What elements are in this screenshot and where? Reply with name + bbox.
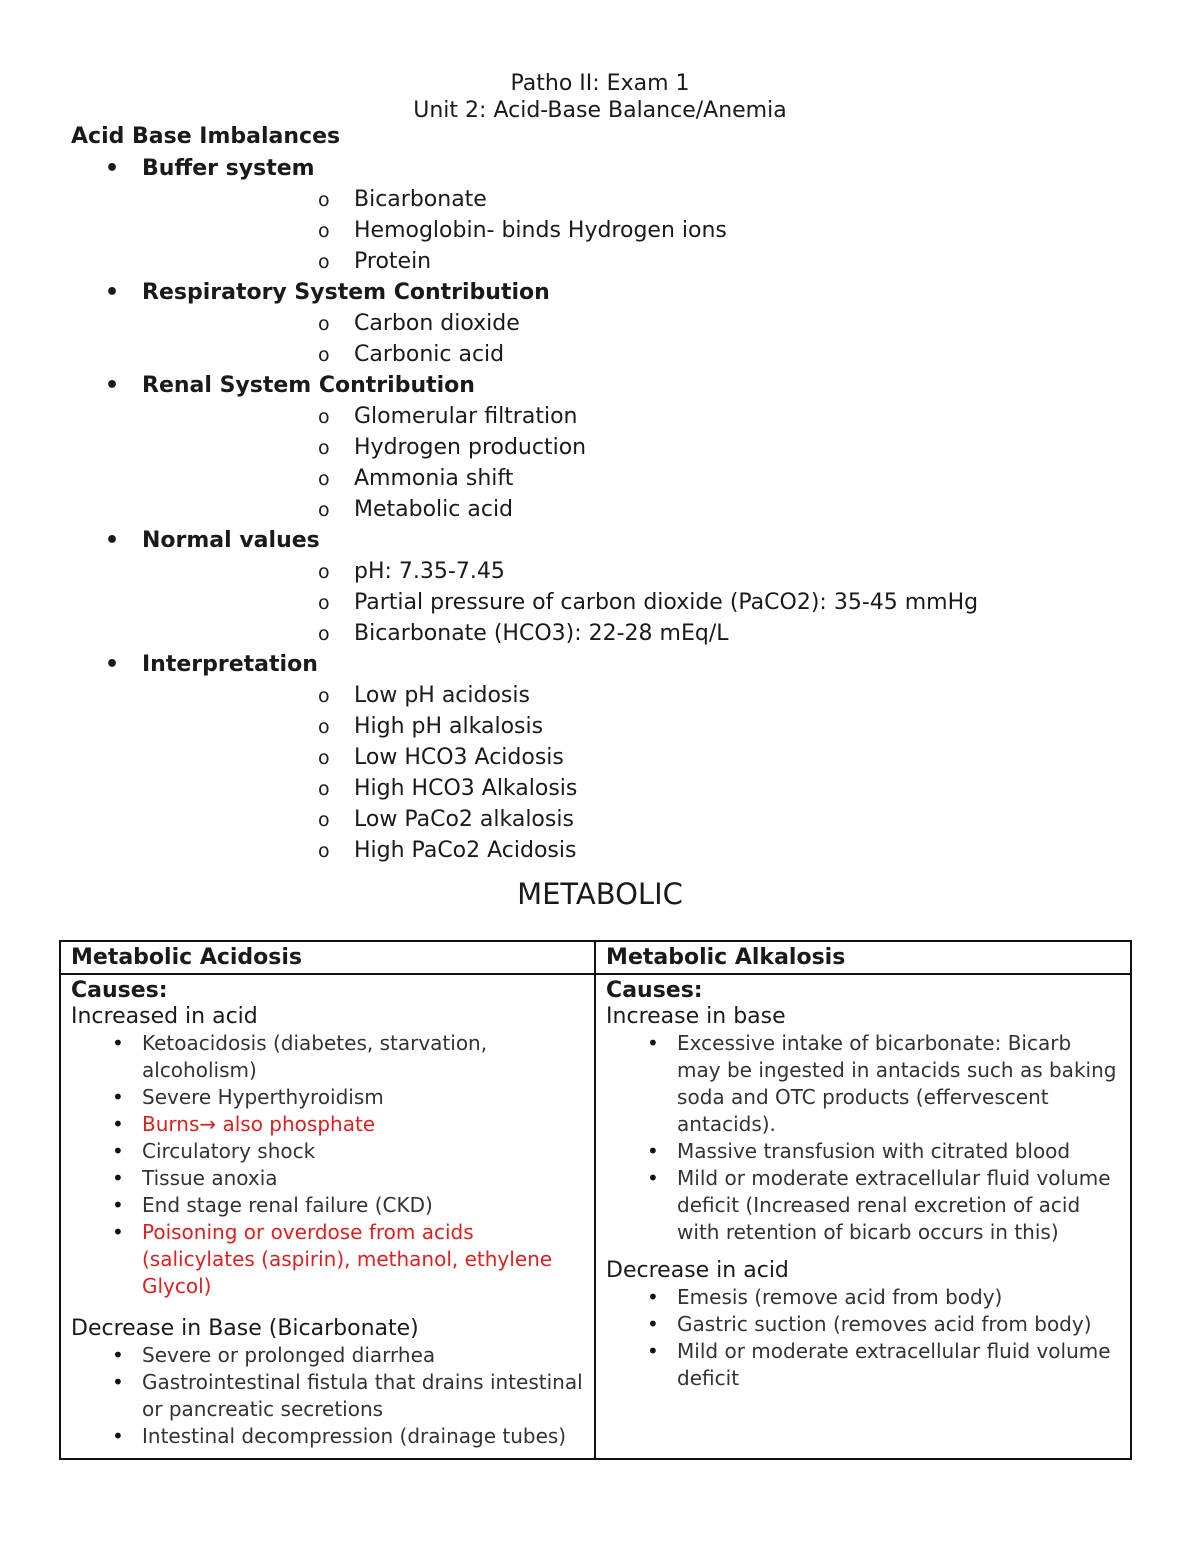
outline-item [0,370,978,525]
outline-subitem [142,773,978,804]
circle-bullet-icon: o [318,716,330,738]
list-item [606,1165,1120,1246]
bullet-icon: • [647,1031,659,1055]
list-item-text: Gastrointestinal fistula that drains intestinal or pancreatic secretions [142,1370,583,1421]
alkalosis-causes-label: Causes: [606,978,703,1003]
outline-item [0,525,978,649]
list-item [71,1030,584,1084]
outline-subitem-label: Bicarbonate [354,187,487,212]
outline-subitem-label: Partial pressure of carbon dioxide (PaCO2): 35-45 mmHg [354,590,979,615]
bullet-icon: • [105,280,120,305]
bullet-icon: • [112,1139,124,1163]
outline-item-label: Renal System Contribution [142,373,475,398]
outline-sublist [142,556,978,649]
outline-subitem-label: Protein [354,249,432,274]
circle-bullet-icon: o [318,623,330,645]
list-item [71,1342,584,1369]
alkalosis-group2-title: Decrease in acid [606,1258,789,1283]
circle-bullet-icon: o [318,251,330,273]
list-item [71,1369,584,1423]
list-item-text: Severe or prolonged diarrhea [142,1343,436,1367]
acidosis-group2-title: Decrease in Base (Bicarbonate) [71,1316,419,1341]
outline-subitem [142,339,978,370]
list-item-text: Mild or moderate extracellular fluid volume deficit [677,1339,1111,1390]
acidosis-causes-label: Causes: [71,978,168,1003]
list-item-text: Intestinal decompression (drainage tubes) [142,1424,567,1448]
metabolic-table [59,940,1132,1460]
bullet-icon: • [105,652,120,677]
outline-subitem [142,184,978,215]
outline-subitem-label: Metabolic acid [354,497,514,522]
outline-item-label: Buffer system [142,156,315,181]
outline-sublist [142,680,978,866]
circle-bullet-icon: o [318,220,330,242]
outline-subitem [142,308,978,339]
outline-subitem [142,432,978,463]
table-body-row [60,974,1131,1459]
outline-subitem-label: Low PaCo2 alkalosis [354,807,574,832]
outline-item-label: Interpretation [142,652,318,677]
acidosis-group1-list [71,1030,584,1300]
bullet-icon: • [112,1220,124,1244]
circle-bullet-icon: o [318,499,330,521]
outline-item-label: Respiratory System Contribution [142,280,550,305]
document-subtitle: Unit 2: Acid-Base Balance/Anemia [413,98,787,123]
outline-list [0,153,978,866]
list-item-text: Mild or moderate extracellular fluid volume deficit (Increased renal excretion of acid with retention of bicarb occurs in this) [677,1166,1111,1244]
outline-sublist [142,308,978,370]
circle-bullet-icon: o [318,840,330,862]
outline-subitem-label: Ammonia shift [354,466,514,491]
outline-subitem-label: Carbonic acid [354,342,505,367]
circle-bullet-icon: o [318,809,330,831]
outline-subitem [142,215,978,246]
outline-subitem [142,556,978,587]
outline-subitem [142,587,978,618]
outline-subitem [142,463,978,494]
list-item [606,1030,1120,1138]
list-item-text: Massive transfusion with citrated blood [677,1139,1071,1163]
circle-bullet-icon: o [318,747,330,769]
outline-item-label: Normal values [142,528,320,553]
outline-subitem [142,494,978,525]
bullet-icon: • [647,1339,659,1363]
outline-subitem-label: High HCO3 Alkalosis [354,776,578,801]
acidosis-header: Metabolic Acidosis [60,941,595,974]
list-item-text: Gastric suction (removes acid from body) [677,1312,1092,1336]
outline-subitem-label: High pH alkalosis [354,714,544,739]
circle-bullet-icon: o [318,313,330,335]
outline-subitem-label: Carbon dioxide [354,311,520,336]
circle-bullet-icon: o [318,344,330,366]
outline-item [0,649,978,866]
outline-subitem [142,401,978,432]
outline-subitem [142,835,978,866]
bullet-icon: • [112,1424,124,1448]
circle-bullet-icon: o [318,406,330,428]
list-item-text: Circulatory shock [142,1139,316,1163]
alkalosis-group1-list [606,1030,1120,1246]
bullet-icon: • [105,373,120,398]
outline-item [0,153,978,277]
list-item [71,1192,584,1219]
outline-subitem-label: Hydrogen production [354,435,587,460]
circle-bullet-icon: o [318,437,330,459]
document-title: Patho II: Exam 1 [510,71,690,96]
circle-bullet-icon: o [318,189,330,211]
list-item [71,1084,584,1111]
list-item-text: Tissue anoxia [142,1166,278,1190]
bullet-icon: • [105,156,120,181]
outline-subitem-label: Hemoglobin- binds Hydrogen ions [354,218,727,243]
bullet-icon: • [647,1139,659,1163]
circle-bullet-icon: o [318,592,330,614]
bullet-icon: • [112,1166,124,1190]
table-header-row [60,941,1131,974]
bullet-icon: • [112,1031,124,1055]
list-item-text: Poisoning or overdose from acids (salicylates (aspirin), methanol, ethylene Glycol) [142,1220,553,1298]
outline-subitem [142,680,978,711]
list-item-text: Emesis (remove acid from body) [677,1285,1003,1309]
bullet-icon: • [647,1166,659,1190]
circle-bullet-icon: o [318,685,330,707]
outline-subitem [142,742,978,773]
bullet-icon: • [105,528,120,553]
bullet-icon: • [112,1193,124,1217]
acidosis-group1-title: Increased in acid [71,1004,258,1029]
bullet-icon: • [647,1285,659,1309]
alkalosis-group2-list [606,1284,1120,1392]
outline-subitem-label: Low pH acidosis [354,683,530,708]
outline-subitem-label: Glomerular filtration [354,404,578,429]
list-item [606,1284,1120,1311]
list-item [606,1138,1120,1165]
outline-subitem [142,804,978,835]
bullet-icon: • [647,1312,659,1336]
alkalosis-group1-title: Increase in base [606,1004,786,1029]
alkalosis-header: Metabolic Alkalosis [595,941,1131,974]
metabolic-heading: METABOLIC [517,877,683,911]
alkalosis-cell [595,974,1131,1459]
outline-subitem-label: High PaCo2 Acidosis [354,838,577,863]
circle-bullet-icon: o [318,778,330,800]
outline-subitem [142,246,978,277]
bullet-icon: • [112,1343,124,1367]
list-item-text: Severe Hyperthyroidism [142,1085,384,1109]
outline-subitem [142,618,978,649]
list-item [71,1423,584,1450]
outline-subitem-label: pH: 7.35-7.45 [354,559,505,584]
list-item-text: Burns→ also phosphate [142,1112,376,1136]
circle-bullet-icon: o [318,561,330,583]
list-item [606,1338,1120,1392]
outline-subitem [142,711,978,742]
outline-sublist [142,184,978,277]
acidosis-cell [60,974,595,1459]
bullet-icon: • [112,1085,124,1109]
list-item-text: End stage renal failure (CKD) [142,1193,433,1217]
list-item [71,1138,584,1165]
list-item [71,1219,584,1300]
section-title: Acid Base Imbalances [71,124,341,149]
list-item [606,1311,1120,1338]
outline-subitem-label: Low HCO3 Acidosis [354,745,564,770]
list-item [71,1111,584,1138]
outline-item [0,277,978,370]
outline-sublist [142,401,978,525]
list-item [71,1165,584,1192]
bullet-icon: • [112,1370,124,1394]
bullet-icon: • [112,1112,124,1136]
outline-subitem-label: Bicarbonate (HCO3): 22-28 mEq/L [354,621,729,646]
list-item-text: Ketoacidosis (diabetes, starvation, alcoholism) [142,1031,488,1082]
list-item-text: Excessive intake of bicarbonate: Bicarb may be ingested in antacids such as baking soda and OTC products (effervescent antacids). [677,1031,1117,1136]
acidosis-group2-list [71,1342,584,1450]
circle-bullet-icon: o [318,468,330,490]
